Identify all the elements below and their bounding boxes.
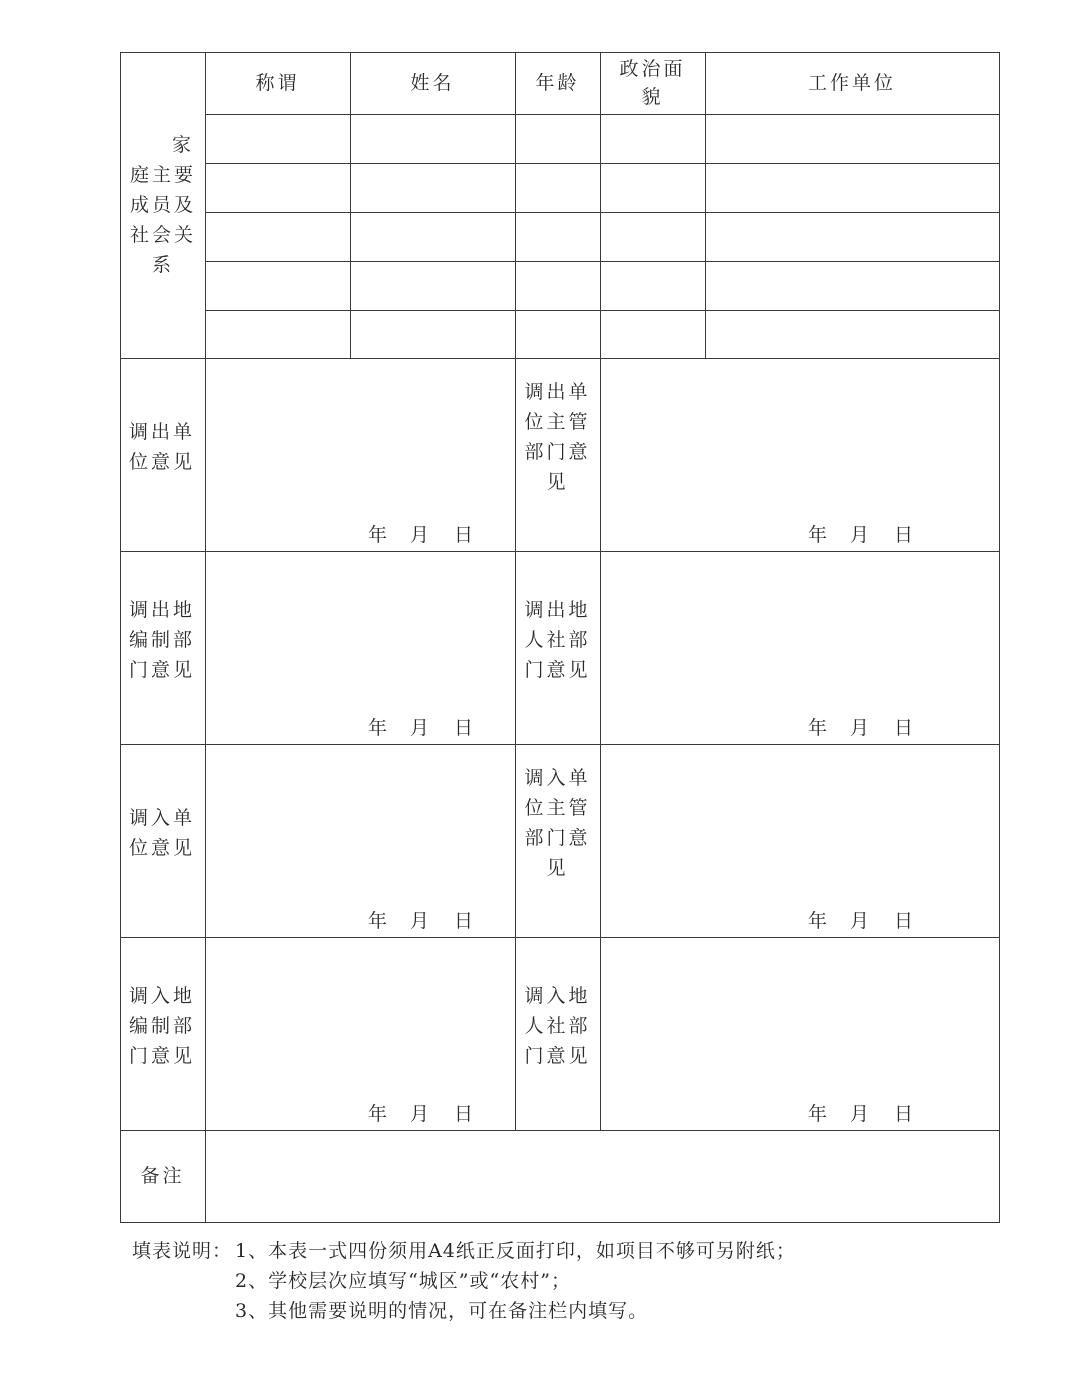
opinion-left-label-line: 调入单 (128, 806, 195, 829)
opinion-split-rule (600, 551, 601, 744)
opinion-right-label (515, 763, 600, 883)
opinion-left-label-line: 位意见 (128, 450, 195, 473)
family-cell[interactable] (707, 271, 997, 301)
date-year: 年 (808, 910, 828, 932)
date-day: 日 (894, 910, 914, 932)
instruction-item-2: 2、学校层次应填写“城区”或“农村”； (235, 1270, 571, 1292)
family-section-label-line: 社会关 (129, 224, 196, 246)
family-cell[interactable] (517, 320, 598, 350)
block-rule (120, 1130, 999, 1131)
date-month: 月 (850, 717, 870, 739)
family-cell[interactable] (207, 124, 348, 154)
date-year: 年 (808, 717, 828, 739)
opinion-right-label-line: 位主管 (524, 410, 591, 433)
family-cell[interactable] (207, 173, 348, 203)
family-cell[interactable] (352, 173, 513, 203)
block-rule (120, 937, 999, 938)
opinion-left-label-line: 位意见 (128, 836, 195, 859)
family-cell[interactable] (207, 271, 348, 301)
date-day: 日 (894, 524, 914, 546)
date-day: 日 (894, 717, 914, 739)
date-day: 日 (454, 524, 474, 546)
opinion-right-label-line: 调入地 (524, 984, 591, 1007)
remarks-label: 备注 (140, 1165, 185, 1187)
opinion-right-label (515, 595, 600, 685)
block-rule (120, 551, 999, 552)
date-year: 年 (368, 524, 388, 546)
header-political-status-line: 政治面 (619, 58, 686, 80)
family-row-rule (205, 310, 999, 311)
family-cell[interactable] (352, 124, 513, 154)
opinion-left-label-line: 编制部 (128, 1014, 195, 1037)
date-month: 月 (410, 910, 430, 932)
header-political-status (600, 55, 705, 111)
family-cell[interactable] (517, 222, 598, 252)
date-day: 日 (454, 910, 474, 932)
opinion-right-label-line: 人社部 (524, 628, 591, 651)
date-month: 月 (850, 1103, 870, 1125)
opinion-right-field[interactable] (604, 941, 995, 1084)
opinion-left-label-line: 调出地 (128, 598, 195, 621)
label-column-rule (205, 52, 206, 1222)
table-border-left (120, 52, 121, 1222)
opinion-left-label-line: 门意见 (128, 658, 195, 681)
family-cell[interactable] (602, 124, 703, 154)
opinion-left-label (123, 803, 201, 863)
family-cell[interactable] (207, 320, 348, 350)
instruction-item-3: 3、其他需要说明的情况，可在备注栏内填写。 (235, 1300, 649, 1322)
family-section-label-line: 成员及 (129, 194, 196, 216)
opinion-left-label (123, 595, 201, 685)
opinion-right-label-line: 调出地 (524, 598, 591, 621)
opinion-split-rule (600, 358, 601, 551)
date-day: 日 (894, 1103, 914, 1125)
instruction-item-1: 1、本表一式四份须用A4纸正反面打印，如项目不够可另附纸； (235, 1240, 796, 1262)
opinion-left-label-line: 编制部 (128, 628, 195, 651)
opinion-left-field[interactable] (209, 362, 511, 505)
family-cell[interactable] (352, 320, 513, 350)
date-month: 月 (410, 524, 430, 546)
date-month: 月 (410, 717, 430, 739)
opinion-right-label-line: 门意见 (524, 658, 591, 681)
table-border-bottom (120, 1222, 1000, 1223)
family-cell[interactable] (352, 222, 513, 252)
opinion-right-label-line: 见 (546, 470, 569, 493)
opinion-right-label-line: 调出单 (524, 380, 591, 403)
family-row-rule (205, 114, 999, 115)
opinion-left-field[interactable] (209, 941, 511, 1084)
family-cell[interactable] (602, 173, 703, 203)
opinion-right-label-line: 见 (546, 856, 569, 879)
opinion-right-label-line: 位主管 (524, 796, 591, 819)
opinion-left-label (123, 981, 201, 1071)
date-day: 日 (454, 1103, 474, 1125)
opinion-right-label (515, 981, 600, 1071)
family-cell[interactable] (517, 124, 598, 154)
family-row-rule (205, 212, 999, 213)
family-cell[interactable] (517, 271, 598, 301)
opinion-right-label-line: 部门意 (524, 826, 591, 849)
opinion-right-label-line: 部门意 (524, 440, 591, 463)
block-rule (120, 358, 999, 359)
date-month: 月 (850, 910, 870, 932)
family-cell[interactable] (517, 173, 598, 203)
header-name: 姓名 (410, 72, 455, 94)
opinion-left-label-line: 调入地 (128, 984, 195, 1007)
header-age: 年龄 (535, 72, 580, 94)
family-cell[interactable] (707, 320, 997, 350)
date-year: 年 (368, 910, 388, 932)
opinion-right-label-line: 调入单 (524, 766, 591, 789)
family-section-label-line: 家 (171, 134, 194, 156)
date-month: 月 (850, 524, 870, 546)
opinion-left-label-line: 门意见 (128, 1044, 195, 1067)
family-cell[interactable] (602, 320, 703, 350)
family-cell[interactable] (207, 222, 348, 252)
opinion-split-rule (600, 744, 601, 937)
opinion-right-field[interactable] (604, 362, 995, 505)
opinion-left-field[interactable] (209, 748, 511, 891)
family-cell[interactable] (707, 124, 997, 154)
header-political-status-line: 貌 (641, 86, 664, 108)
family-cell[interactable] (707, 222, 997, 252)
family-row-rule (205, 163, 999, 164)
opinion-right-label (515, 377, 600, 497)
family-section-label-line: 庭主要 (129, 164, 196, 186)
family-cell[interactable] (352, 271, 513, 301)
family-cell[interactable] (602, 271, 703, 301)
date-day: 日 (454, 717, 474, 739)
table-border-right (999, 52, 1000, 1223)
family-section-label (128, 130, 198, 280)
family-cell[interactable] (707, 173, 997, 203)
date-year: 年 (808, 1103, 828, 1125)
opinion-right-field[interactable] (604, 748, 995, 891)
opinion-left-label-line: 调出单 (128, 420, 195, 443)
fill-instructions (132, 1236, 796, 1326)
date-year: 年 (808, 524, 828, 546)
header-title: 称谓 (255, 72, 300, 94)
opinion-left-field[interactable] (209, 555, 511, 698)
family-cell[interactable] (602, 222, 703, 252)
date-month: 月 (410, 1103, 430, 1125)
family-section-label-line: 系 (151, 254, 174, 276)
remarks-field[interactable] (211, 1136, 993, 1216)
opinion-right-field[interactable] (604, 555, 995, 698)
opinion-right-label-line: 门意见 (524, 1044, 591, 1067)
instructions-lead: 填表说明： (132, 1240, 233, 1262)
table-border-top (120, 52, 1000, 53)
date-year: 年 (368, 717, 388, 739)
date-year: 年 (368, 1103, 388, 1125)
family-row-rule (205, 261, 999, 262)
opinion-left-label (123, 417, 201, 477)
header-work-unit: 工作单位 (807, 72, 896, 94)
opinion-split-rule (600, 937, 601, 1130)
opinion-right-label-line: 人社部 (524, 1014, 591, 1037)
block-rule (120, 744, 999, 745)
